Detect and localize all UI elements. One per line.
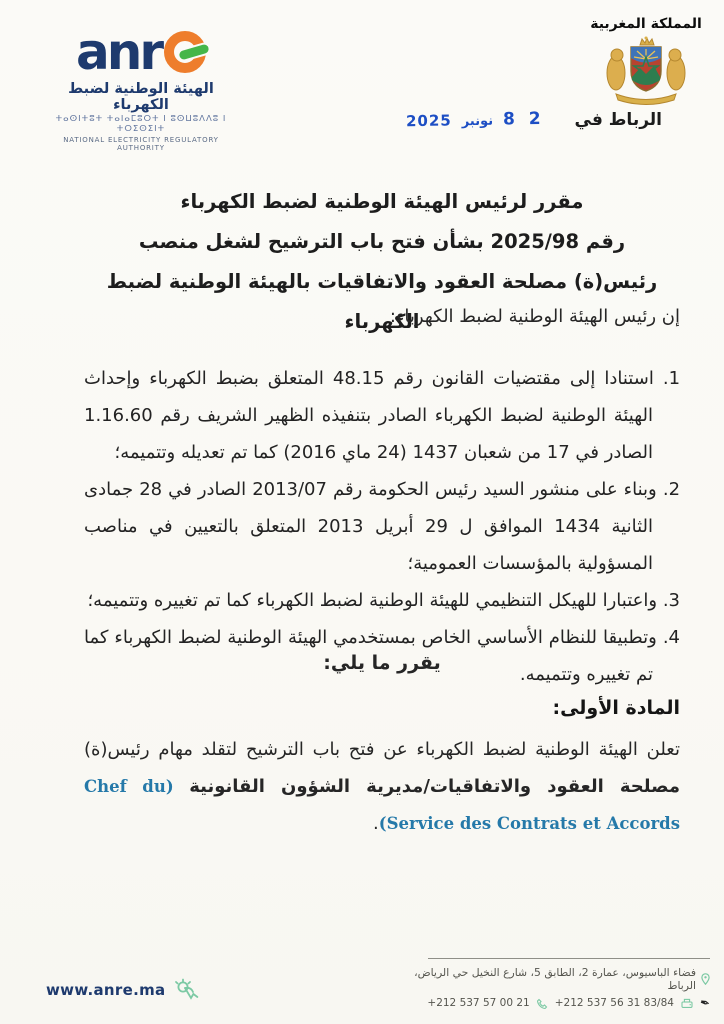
- ink-mark: ✒: [698, 994, 712, 1012]
- date-stamp: [406, 109, 545, 131]
- website-url: www.anre.ma: [46, 981, 166, 999]
- dateline-place: الرباط في: [574, 110, 662, 130]
- footer-address-line: [410, 966, 710, 992]
- stamp-month: نونبر: [461, 113, 494, 130]
- kingdom-title: المملكة المغربية: [590, 16, 702, 32]
- fax-icon: [681, 998, 693, 1009]
- article1-paragraph: [84, 731, 680, 842]
- anre-arabic-name: الهيئة الوطنية لضبط الكهرباء: [68, 81, 214, 113]
- kingdom-header: [586, 16, 706, 109]
- decision-title-line3: رئيس(ة) مصلحة العقود والاتفاقيات بالهيئة الوطنية لضبط الكهرباء: [106, 270, 658, 333]
- footer-phones-line: [410, 996, 710, 1010]
- stamp-year: 2025: [405, 111, 452, 131]
- footer-fax-number: +212 537 56 31 83/84: [554, 997, 674, 1009]
- anre-brand-text: anr: [76, 23, 161, 81]
- dateline: [406, 110, 662, 130]
- decision-title-line2: رقم 2025/98 بشأن فتح باب الترشيح لشغل منصب: [138, 230, 626, 253]
- preamble-item: [84, 360, 680, 471]
- anre-english-name: NATIONAL ELECTRICITY REGULATORY AUTHORITY: [63, 136, 219, 152]
- decision-title-line1: مقرر لرئيس الهيئة الوطنية لضبط الكهرباء: [180, 190, 584, 213]
- stamp-day: 2 8: [502, 108, 545, 130]
- article-text-run: .: [373, 813, 379, 834]
- anre-e-icon: [164, 31, 206, 73]
- footer-website: [46, 978, 199, 1002]
- article-text-run: [174, 776, 190, 797]
- phone-icon: [537, 998, 548, 1009]
- footer-contact-block: [410, 958, 710, 1010]
- anre-logo: [46, 23, 236, 152]
- preamble-item-text: وبناء على منشور السيد رئيس الحكومة رقم 2013/07 الصادر في 28 جمادى الثانية 1434 الموافق ل 29 أبريل 2013 المتعلق بالتعيين في مناصب المسؤولية بالمؤسسات العمومية؛: [84, 479, 657, 574]
- article-text-run: مصلحة العقود والاتفاقيات/مديرية الشؤون القانونية: [189, 776, 680, 797]
- footer-phone-number: +212 537 57 00 21: [427, 997, 530, 1009]
- preamble-item: [84, 582, 680, 619]
- preamble-item-text: استنادا إلى مقتضيات القانون رقم 48.15 المتعلق بضبط الكهرباء وإحداث الهيئة الوطنية لضبط الكهرباء الصادر بتنفيذه الظهير الشريف رقم 1.16.60 الصادر في 17 من شعبان 1437 (24 ماي 2016) كما تم تعديله وتتميمه؛: [84, 368, 654, 463]
- article1-heading: المادة الأولى:: [552, 697, 680, 719]
- preamble-item: [84, 471, 680, 582]
- morocco-coat-of-arms-icon: [601, 35, 691, 105]
- click-cursor-icon: [173, 978, 199, 1002]
- preamble-item-number: 2.: [662, 479, 681, 500]
- preamble-item-text: واعتبارا للهيكل التنظيمي للهيئة الوطنية لضبط الكهرباء كما تم تغييره وتتميمه؛: [87, 590, 658, 611]
- footer-address-text: فضاء الباسيوس، عمارة 2، الطابق 5، شارع النخيل حي الرياض، الرباط: [414, 966, 696, 992]
- anre-green-dash-icon: [178, 44, 209, 61]
- anre-tifinagh-name: ⵜⴰⵙⵏⵜⵓⵜ ⵜⴰⵏⴰⵎⵓⵔⵜ ⵏ ⵓⵙⵡⵓⴷⴷⵓ ⵏ ⵜⵔⵉⵙⵉⵏⵜ: [55, 114, 227, 134]
- preamble-list: [84, 360, 680, 693]
- preamble-item-number: 1.: [662, 368, 681, 389]
- footer-separator: [428, 958, 710, 959]
- preamble-item-number: 3.: [662, 590, 680, 611]
- preamble-item-number: 4.: [662, 627, 680, 648]
- preamble-item-text: وتطبيقا للنظام الأساسي الخاص بمستخدمي الهيئة الوطنية لضبط الكهرباء كما تم تغييره وتتميمه.: [84, 627, 657, 685]
- intro-line: إن رئيس الهيئة الوطنية لضبط الكهرباء:: [389, 306, 680, 327]
- anre-brand-mark: [46, 23, 236, 81]
- decision-lead: يقرر ما يلي:: [323, 652, 441, 674]
- article-text-run: تعلن الهيئة الوطنية لضبط الكهرباء عن فتح باب الترشيح لتقلد مهام رئيس(ة): [84, 739, 680, 760]
- article-french-run: (Chef du Service des Contrats et Accords): [84, 777, 680, 833]
- location-pin-icon: [701, 973, 710, 985]
